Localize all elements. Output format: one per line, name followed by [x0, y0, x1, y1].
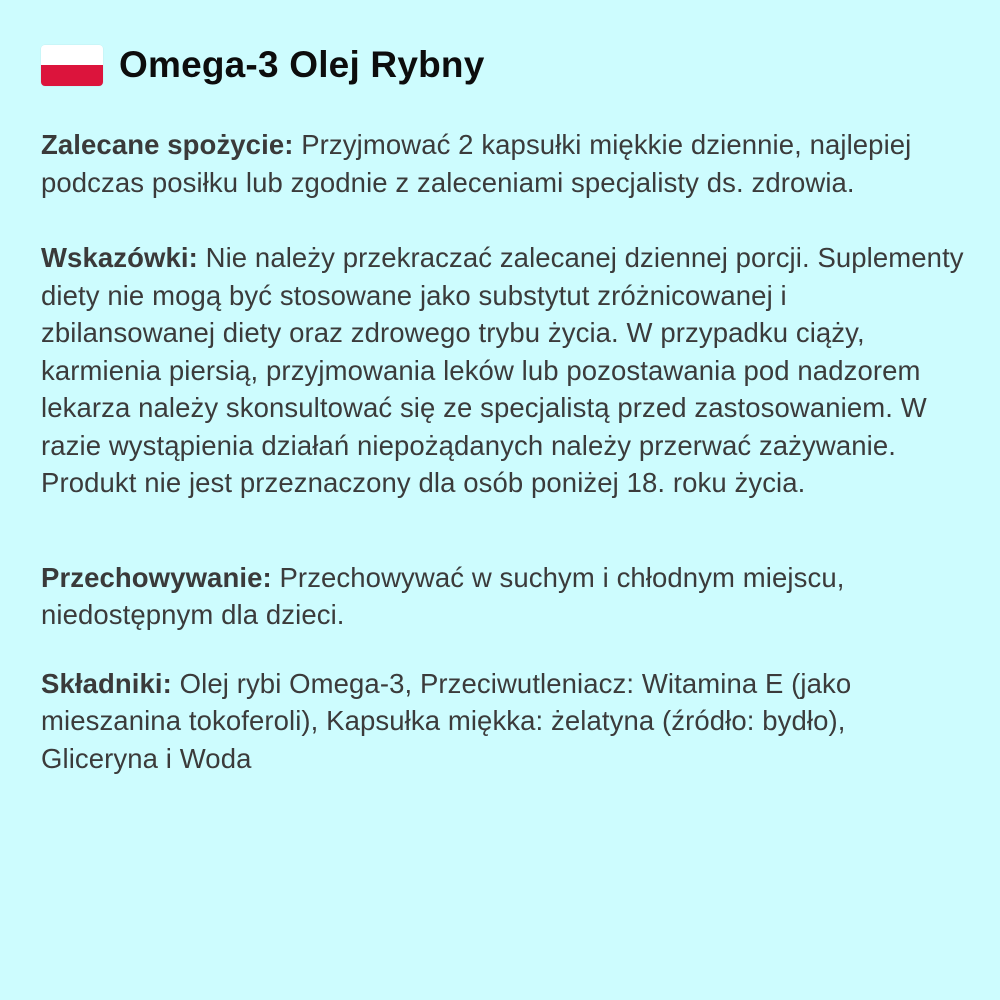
section-text: Nie należy przekraczać zalecanej dziennej porcji. Suplementy diety nie mogą być stosowane jako substytut zróżnicowanej i zbilansowanej diety oraz zdrowego trybu życia. W przypadku ciąży, karmienia piersią, przyjmowania leków lub pozostawania pod nadzorem lekarza należy skonsultować się ze specjalistą przed zastosowaniem. W razie wystąpienia działań niepożądanych należy przerwać zażywanie. Produkt nie jest przeznaczony dla osób poniżej 18. roku życia.: [41, 242, 964, 498]
section-label: Zalecane spożycie:: [41, 129, 294, 160]
flag-white-stripe: [41, 45, 103, 66]
section-recommended-intake: [41, 126, 951, 201]
section-text: Przyjmować 2 kapsułki miękkie dziennie, najlepiej podczas posiłku lub zgodnie z zaleceniami specjalisty ds. zdrowia.: [41, 129, 912, 198]
section-ingredients: [41, 665, 951, 778]
section-label: Składniki:: [41, 667, 172, 699]
product-header: [41, 40, 485, 90]
product-title: Omega-3 Olej Rybny: [119, 44, 485, 85]
section-text: Przechowywać w suchym i chłodnym miejscu, niedostępnym dla dzieci.: [41, 561, 845, 630]
section-label: Wskazówki:: [41, 242, 198, 273]
section-warnings: [41, 239, 966, 502]
flag-red-stripe: [41, 65, 103, 86]
section-storage: [41, 559, 871, 634]
product-info: [41, 126, 971, 777]
section-text: Olej rybi Omega-3, Przeciwutleniacz: Witamina E (jako mieszanina tokoferoli), Kapsułka miękka: żelatyna (źródło: bydło), Gliceryna i Woda: [41, 667, 852, 774]
section-label: Przechowywanie:: [41, 561, 272, 593]
poland-flag-icon: [41, 45, 103, 86]
